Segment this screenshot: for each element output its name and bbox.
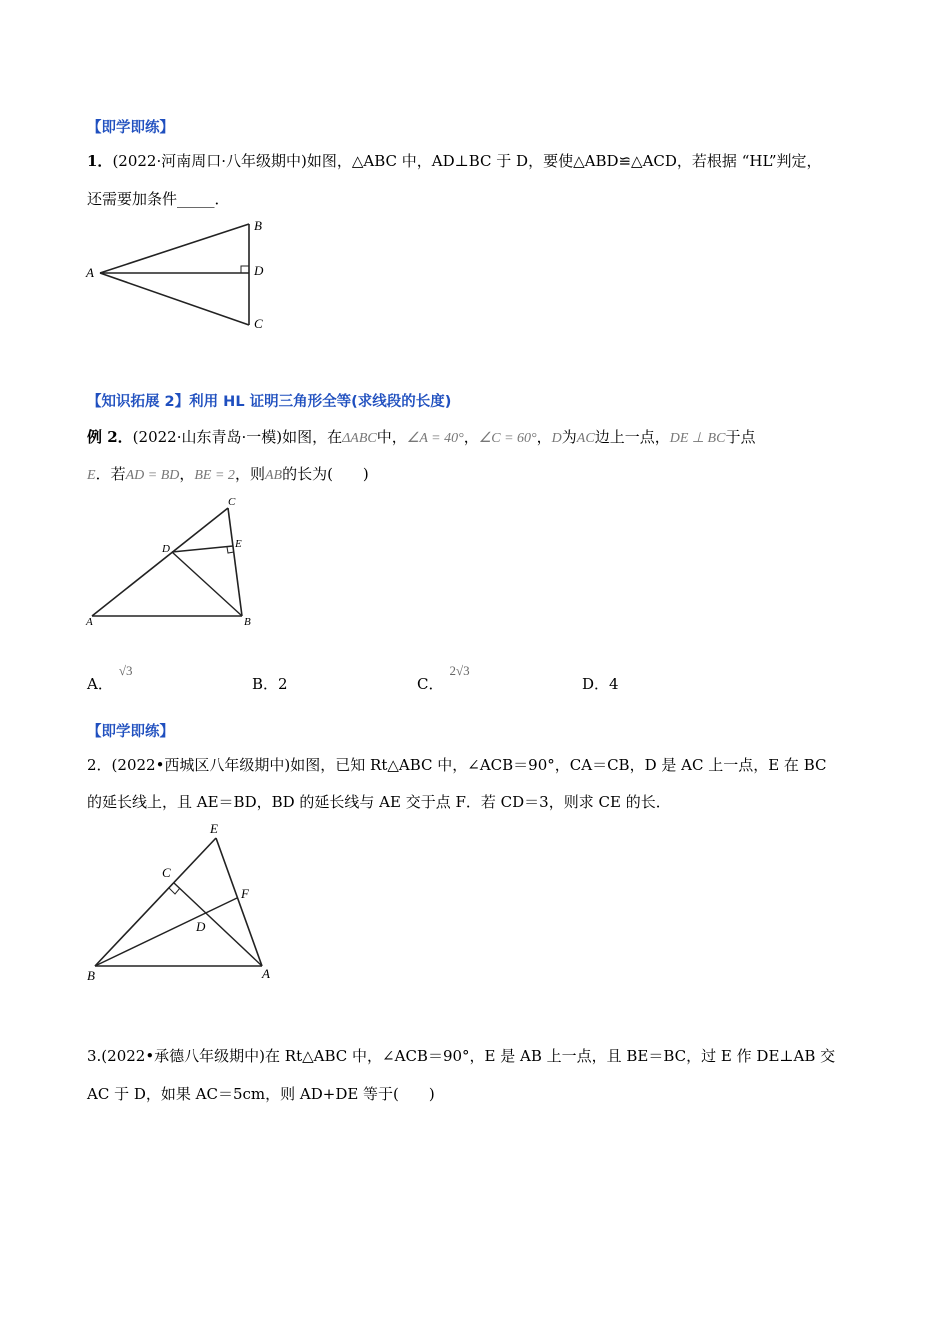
q1-label-a: A [86, 265, 94, 280]
ex2-segment-db [172, 552, 242, 616]
ex2-figure [84, 494, 264, 630]
q2-segment-ea [216, 838, 262, 966]
ex2-line-1 [87, 427, 755, 449]
ex2-segment-ac [92, 508, 228, 616]
q2-label-b: B [87, 968, 95, 983]
q2-right-angle-mark [169, 888, 180, 894]
ex2-option-b-label: B． [252, 675, 279, 693]
q3-line-2: AC 于 D，如果 AC＝5cm，则 AD+DE 等于( ) [87, 1085, 435, 1103]
ex2-label-e: E [235, 538, 242, 550]
ex2-math-triangle: ΔABC [342, 431, 377, 446]
q1-segment-ac [100, 273, 249, 325]
q2-label-c: C [162, 865, 171, 880]
ex2-option-a-label: A． [87, 675, 113, 693]
section-heading-practice-1: 【即学即练】 [87, 120, 174, 136]
ex2-text: 边上一点， [594, 428, 670, 446]
ex2-option-c-value: 2√3 [449, 663, 470, 678]
ex2-text: ，则 [234, 465, 265, 483]
q1-label-c: C [254, 316, 263, 331]
ex2-line-2 [87, 464, 369, 486]
ex2-label-b: B [244, 616, 251, 628]
ex2-text: 的长为( ) [282, 465, 369, 483]
q2-line-2: 的延长线上，且 AE＝BD，BD 的延长线与 AE 交于点 F．若 CD＝3，则求 CE 的长． [87, 793, 671, 811]
ex2-label-a: A [86, 616, 93, 628]
ex2-label-d: D [162, 543, 170, 555]
q2-figure [84, 818, 284, 988]
ex2-math-de-perp-bc: DE ⊥ BC [669, 431, 726, 446]
ex2-segment-cb [228, 508, 242, 616]
q1-figure [84, 214, 284, 338]
ex2-text: 为 [561, 428, 577, 446]
ex2-math-be-eq-2: BE = 2 [194, 468, 235, 483]
ex2-text-source: (2022·山东青岛·一模)如图，在 [132, 428, 343, 446]
ex2-option-b[interactable] [252, 674, 288, 694]
q2-label-d: D [196, 919, 206, 934]
ex2-math-ac: AC [576, 431, 595, 446]
q2-line-1 [87, 755, 826, 775]
ex2-option-a-value: √3 [118, 663, 133, 678]
ex2-text: ， [463, 428, 479, 446]
ex2-text: ．若 [95, 465, 126, 483]
q2-segment-bf [95, 898, 237, 966]
ex2-option-d-label: D． [582, 675, 610, 693]
q1-number: 1． [87, 152, 113, 170]
ex2-math-ab: AB [264, 468, 283, 483]
q2-label-e: E [210, 821, 218, 836]
q1-right-angle-mark [241, 266, 249, 273]
ex2-text: 于点 [725, 428, 756, 446]
ex2-option-d-value: 4 [609, 675, 619, 693]
q1-label-d: D [254, 263, 264, 278]
ex2-text: ， [179, 465, 195, 483]
q1-label-b: B [254, 218, 262, 233]
section-heading-practice-2: 【即学即练】 [87, 724, 174, 740]
ex2-option-c-label: C． [417, 675, 444, 693]
ex2-math-angle-c: ∠C = 60° [478, 431, 537, 446]
ex2-text: 中， [376, 428, 407, 446]
q2-text-1: (2022•西城区八年级期中)如图，已知 Rt△ABC 中，∠ACB＝90°，CA＝CB，D 是 AC 上一点，E 在 BC [111, 756, 827, 774]
q2-segment-be [95, 838, 216, 966]
q3-line-1: 3.(2022•承德八年级期中)在 Rt△ABC 中，∠ACB＝90°，E 是 AB 上一点，且 BE＝BC，过 E 作 DE⊥AB 交 [87, 1047, 836, 1065]
q2-label-f: F [241, 886, 249, 901]
ex2-segment-de [172, 546, 233, 552]
ex2-option-b-value: 2 [278, 675, 288, 693]
q1-text-1: (2022·河南周口·八年级期中)如图，△ABC 中，AD⊥BC 于 D，要使△ABD≌△ACD，若根据 “HL”判定， [112, 152, 822, 170]
q2-label-a: A [262, 966, 270, 981]
ex2-math-angle-a: ∠A = 40° [406, 431, 464, 446]
q1-line-1 [87, 151, 821, 171]
ex2-option-d[interactable] [582, 674, 619, 694]
ex2-label-c: C [228, 496, 236, 508]
ex2-math-e: E [87, 468, 96, 483]
ex2-math-ad-eq-bd: AD = BD [125, 468, 180, 483]
ex2-option-a[interactable] [87, 663, 133, 695]
ex2-number: 例 2． [87, 428, 133, 446]
ex2-option-c[interactable] [417, 663, 470, 695]
q2-number: 2． [87, 756, 112, 774]
q1-segment-ab [100, 224, 249, 273]
ex2-math-d: D [551, 431, 562, 446]
q1-line-2: 还需要加条件_____． [87, 190, 230, 208]
ex2-text: ， [536, 428, 552, 446]
section-heading-extension-2: 【知识拓展 2】利用 HL 证明三角形全等(求线段的长度) [87, 394, 452, 410]
